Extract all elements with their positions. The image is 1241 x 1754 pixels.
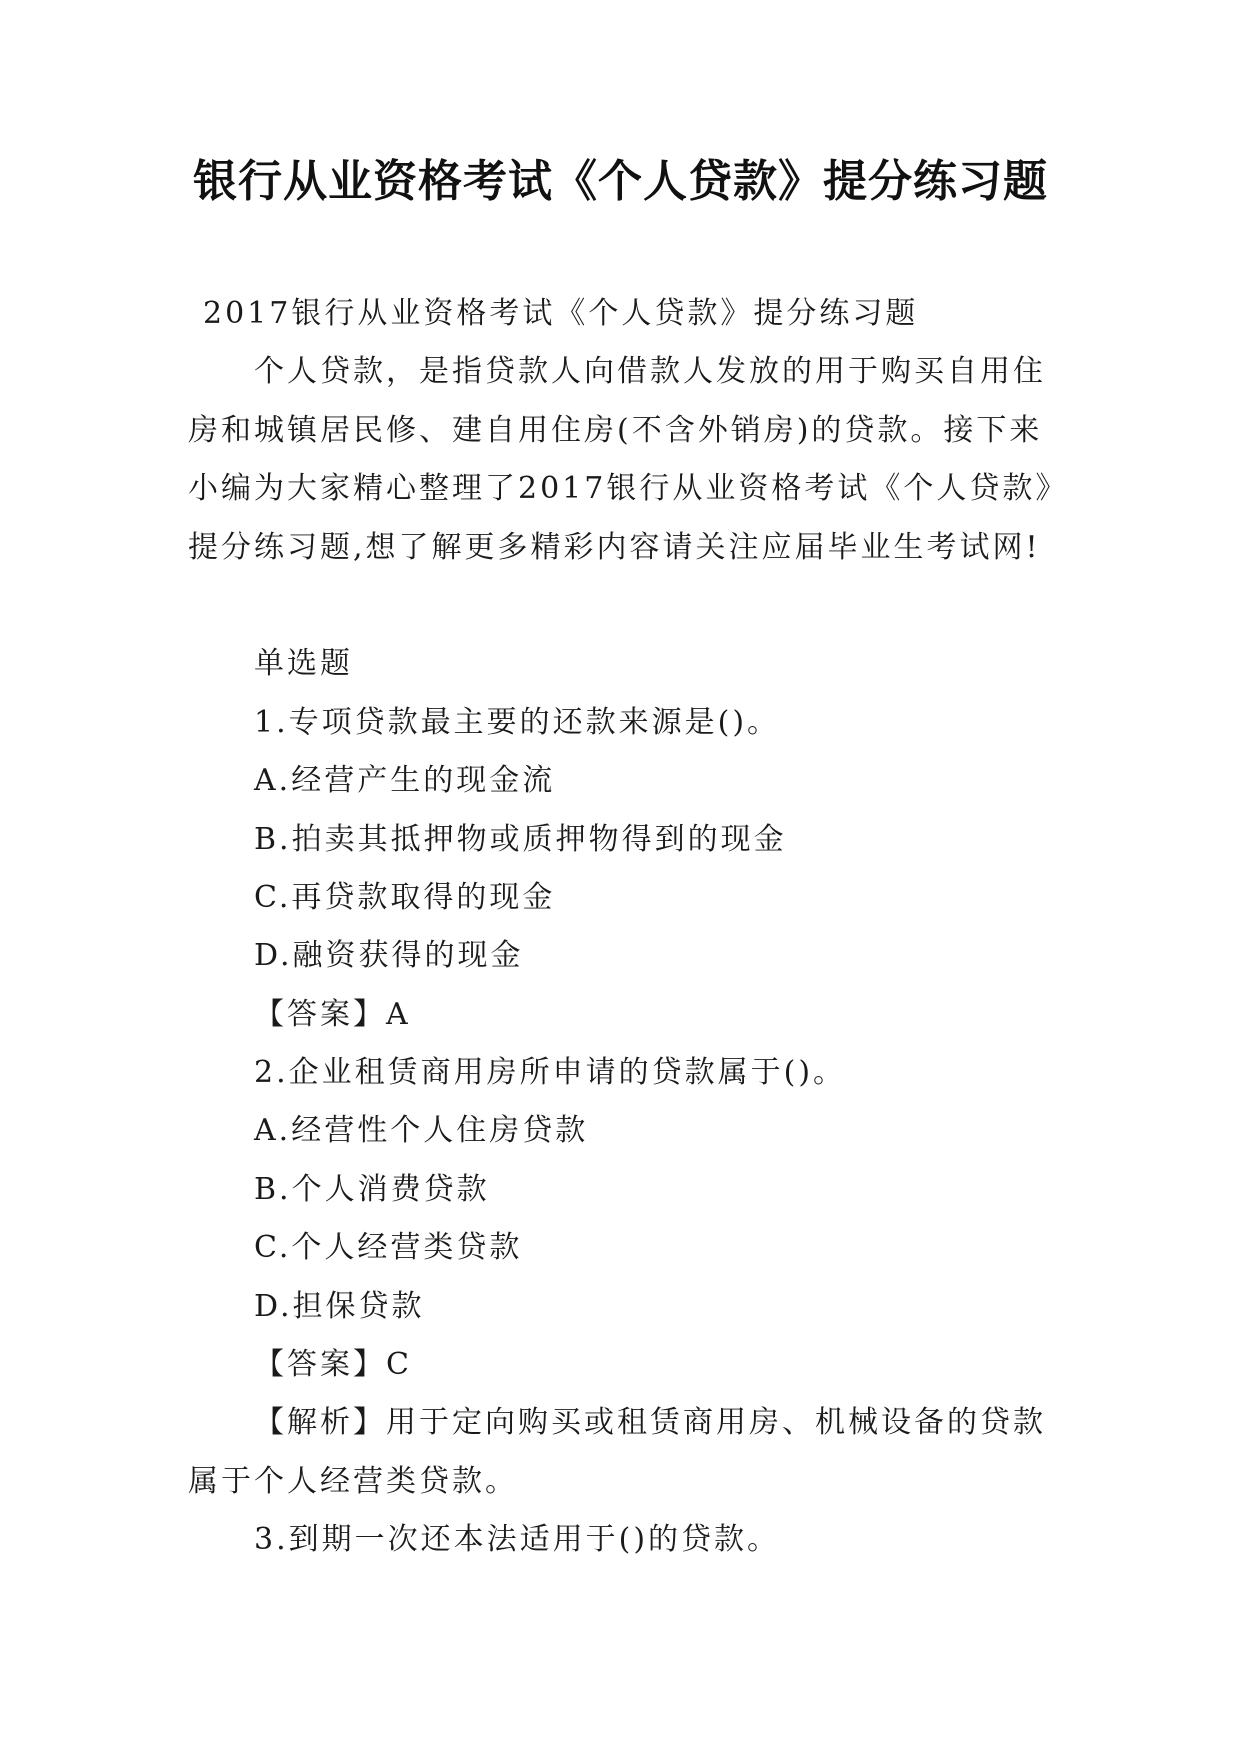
option-line: A.经营产生的现金流 [254, 763, 556, 799]
option-line: C.再贷款取得的现金 [254, 879, 556, 915]
answer-line: 【答案】C [254, 1347, 412, 1383]
section-heading: 单选题 [254, 646, 353, 682]
option-line: B.个人消费贷款 [254, 1171, 490, 1207]
option-line: A.经营性个人住房贷款 [254, 1113, 589, 1149]
intro-subtitle: 2017银行从业资格考试《个人贷款》提分练习题 [203, 296, 919, 331]
option-line: C.个人经营类贷款 [254, 1230, 523, 1266]
question-2: 2.企业租赁商用房所申请的贷款属于()。 [254, 1055, 847, 1091]
question-3: 3.到期一次还本法适用于()的贷款。 [254, 1522, 781, 1558]
answer-line: 【答案】A [254, 996, 411, 1032]
document-title: 银行从业资格考试《个人贷款》提分练习题 [193, 156, 1048, 207]
question-1: 1.专项贷款最主要的还款来源是()。 [254, 704, 781, 740]
intro-paragraph-line: 提分练习题,想了解更多精彩内容请关注应届毕业生考试网! [188, 529, 1041, 565]
document-body [188, 285, 1068, 1570]
paragraph-gap [188, 577, 1068, 635]
analysis-line: 属于个人经营类贷款。 [188, 1463, 518, 1499]
intro-paragraph-line: 小编为大家精心整理了2017银行从业资格考试《个人贷款》 [188, 471, 1069, 507]
option-line: B.拍卖其抵押物或质押物得到的现金 [254, 821, 787, 857]
intro-paragraph-line: 个人贷款，是指贷款人向借款人发放的用于购买自用住 [254, 354, 1046, 390]
option-line: D.融资获得的现金 [254, 938, 524, 974]
analysis-line: 【解析】用于定向购买或租赁商用房、机械设备的贷款 [254, 1405, 1046, 1441]
option-line: D.担保贷款 [254, 1288, 425, 1324]
intro-paragraph-line: 房和城镇居民修、建自用住房(不含外销房)的贷款。接下来 [188, 412, 1043, 448]
